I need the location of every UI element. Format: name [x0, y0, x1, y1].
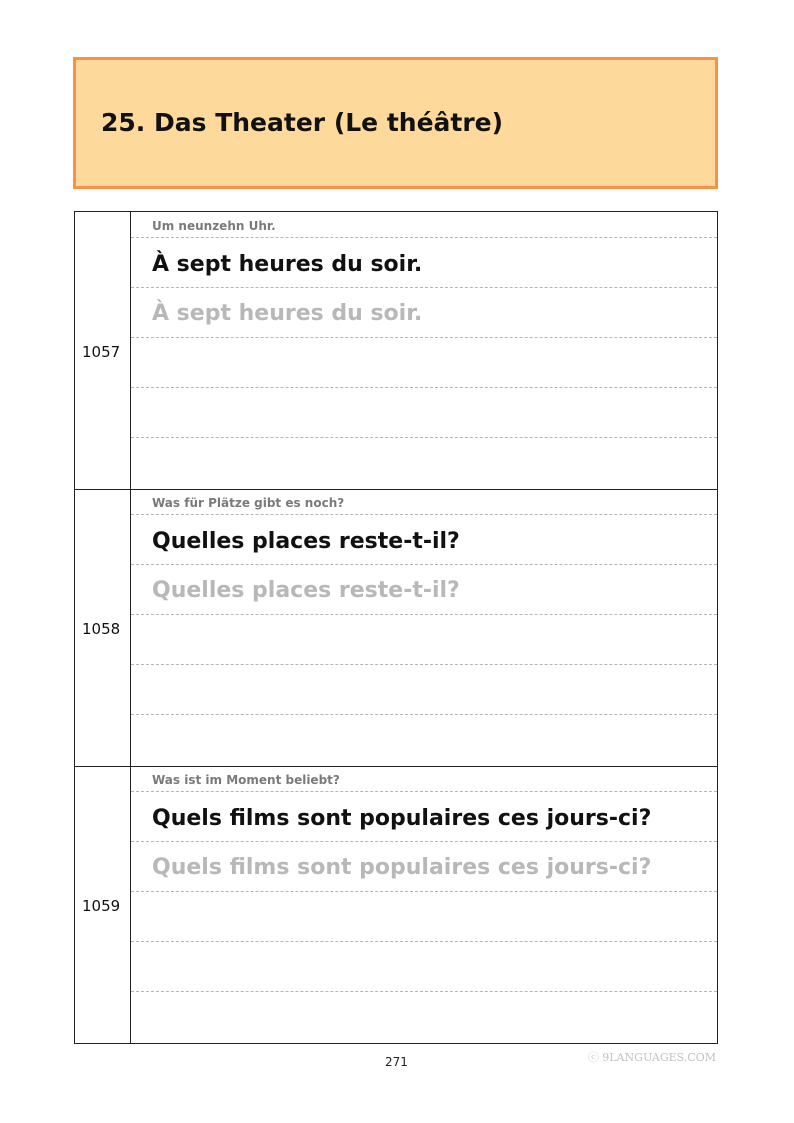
copyright-notice: ⓒ 9LANGUAGES.COM [587, 1051, 716, 1064]
practice-line [131, 664, 717, 715]
french-sentence: À sept heures du soir. [152, 252, 423, 277]
exercise-table [74, 211, 718, 1044]
writing-lines [131, 489, 717, 766]
writing-lines [131, 766, 717, 1043]
practice-line [131, 387, 717, 438]
practice-line [131, 337, 717, 388]
entry-number: 1057 [82, 343, 121, 361]
french-sentence: Quelles places reste-t-il? [152, 529, 460, 554]
practice-line [131, 891, 717, 942]
practice-line [131, 614, 717, 665]
lesson-title-box [73, 57, 718, 189]
entry-number: 1058 [82, 620, 121, 638]
entry-number-cell [74, 489, 131, 766]
german-hint: Was ist im Moment beliebt? [152, 773, 340, 787]
entry-number-cell [74, 212, 131, 489]
lesson-title: 25. Das Theater (Le théâtre) [101, 108, 504, 137]
practice-line [131, 941, 717, 992]
entry-number-cell [74, 766, 131, 1043]
french-trace-sentence: Quels films sont populaires ces jours-ci? [152, 855, 652, 880]
writing-lines [131, 212, 717, 489]
german-hint: Was für Plätze gibt es noch? [152, 496, 345, 510]
page-number: 271 [385, 1055, 408, 1069]
exercise-entry [74, 766, 717, 1044]
exercise-entry [74, 212, 717, 490]
french-trace-sentence: Quelles places reste-t-il? [152, 578, 460, 603]
entry-number: 1059 [82, 897, 121, 915]
french-sentence: Quels films sont populaires ces jours-ci? [152, 806, 652, 831]
french-trace-sentence: À sept heures du soir. [152, 301, 423, 326]
exercise-entry [74, 489, 717, 767]
german-hint: Um neunzehn Uhr. [152, 219, 276, 233]
